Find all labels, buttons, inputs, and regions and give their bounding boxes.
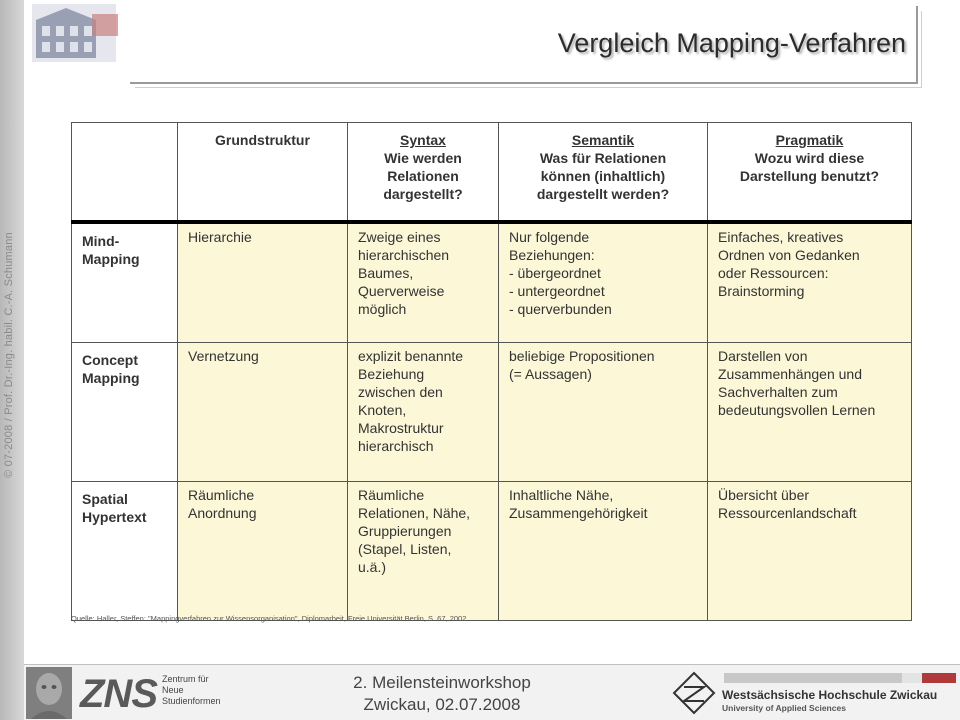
table-header-row xyxy=(72,123,912,223)
table-cell: Zweige eines hierarchischen Baumes, Querverweise möglich xyxy=(348,222,499,343)
zns-subtitle: Zentrum für Neue Studienformen xyxy=(162,674,221,706)
row-label: Spatial Hypertext xyxy=(72,482,178,621)
source-citation: Quelle: Haller, Steffen: "Mappingverfahren zur Wissensorganisation", Diplomarbeit, Freie Universität Berlin, S. 67, 2002 xyxy=(71,614,467,623)
table-cell: beliebige Propositionen (= Aussagen) xyxy=(499,343,708,482)
portrait-icon xyxy=(26,667,72,719)
slide-title: Vergleich Mapping-Verfahren xyxy=(557,28,906,58)
table-row-concept-mapping xyxy=(72,343,912,482)
building-logo-icon xyxy=(26,0,122,66)
table-cell: Inhaltliche Nähe, Zusammengehörigkeit xyxy=(499,482,708,621)
table-cell: Räumliche Relationen, Nähe, Gruppierungen (Stapel, Listen, u.ä.) xyxy=(348,482,499,621)
university-name: Westsächsische Hochschule Zwickau xyxy=(722,688,938,702)
table-cell: Nur folgende Beziehungen: - übergeordnet - untergeordnet - querverbunden xyxy=(499,222,708,343)
table-cell: Einfaches, kreatives Ordnen von Gedanken oder Ressourcen: Brainstorming xyxy=(708,222,912,343)
header-grundstruktur: Grundstruktur xyxy=(178,123,348,223)
header-title: Syntax xyxy=(400,132,446,148)
table-cell: Übersicht über Ressourcenlandschaft xyxy=(708,482,912,621)
header-title: Semantik xyxy=(571,132,635,148)
university-subtitle: University of Applied Sciences xyxy=(722,703,846,713)
row-label: Mind- Mapping xyxy=(72,222,178,343)
university-logo-icon xyxy=(672,671,716,715)
header-semantik: Semantik Was für Relationen können (inhaltlich) dargestellt werden? xyxy=(499,123,708,223)
header-title: Pragmatik xyxy=(775,132,844,148)
title-frame xyxy=(130,6,918,84)
zns-logo-text: ZNS xyxy=(80,672,157,716)
table-cell: explizit benannte Beziehung zwischen den Knoten, Makrostruktur hierarchisch xyxy=(348,343,499,482)
header-pragmatik: Pragmatik Wozu wird diese Darstellung benutzt? xyxy=(708,123,912,223)
table-row-mind-mapping xyxy=(72,222,912,343)
table-cell: Hierarchie xyxy=(178,222,348,343)
table-cell: Räumliche Anordnung xyxy=(178,482,348,621)
row-label: Concept Mapping xyxy=(72,343,178,482)
table-cell: Darstellen von Zusammenhängen und Sachverhalten zum bedeutungsvollen Lernen xyxy=(708,343,912,482)
header-empty xyxy=(72,123,178,223)
table-cell: Vernetzung xyxy=(178,343,348,482)
table-row-spatial-hypertext xyxy=(72,482,912,621)
copyright-vertical: © 07-2008 / Prof. Dr.-Ing. habil. C.-A. Schumann xyxy=(3,232,15,478)
university-color-bars xyxy=(724,673,956,683)
comparison-table xyxy=(71,122,912,621)
header-syntax: Syntax Wie werden Relationen dargestellt? xyxy=(348,123,499,223)
workshop-info: 2. Meilensteinworkshop Zwickau, 02.07.2008 xyxy=(353,673,531,714)
